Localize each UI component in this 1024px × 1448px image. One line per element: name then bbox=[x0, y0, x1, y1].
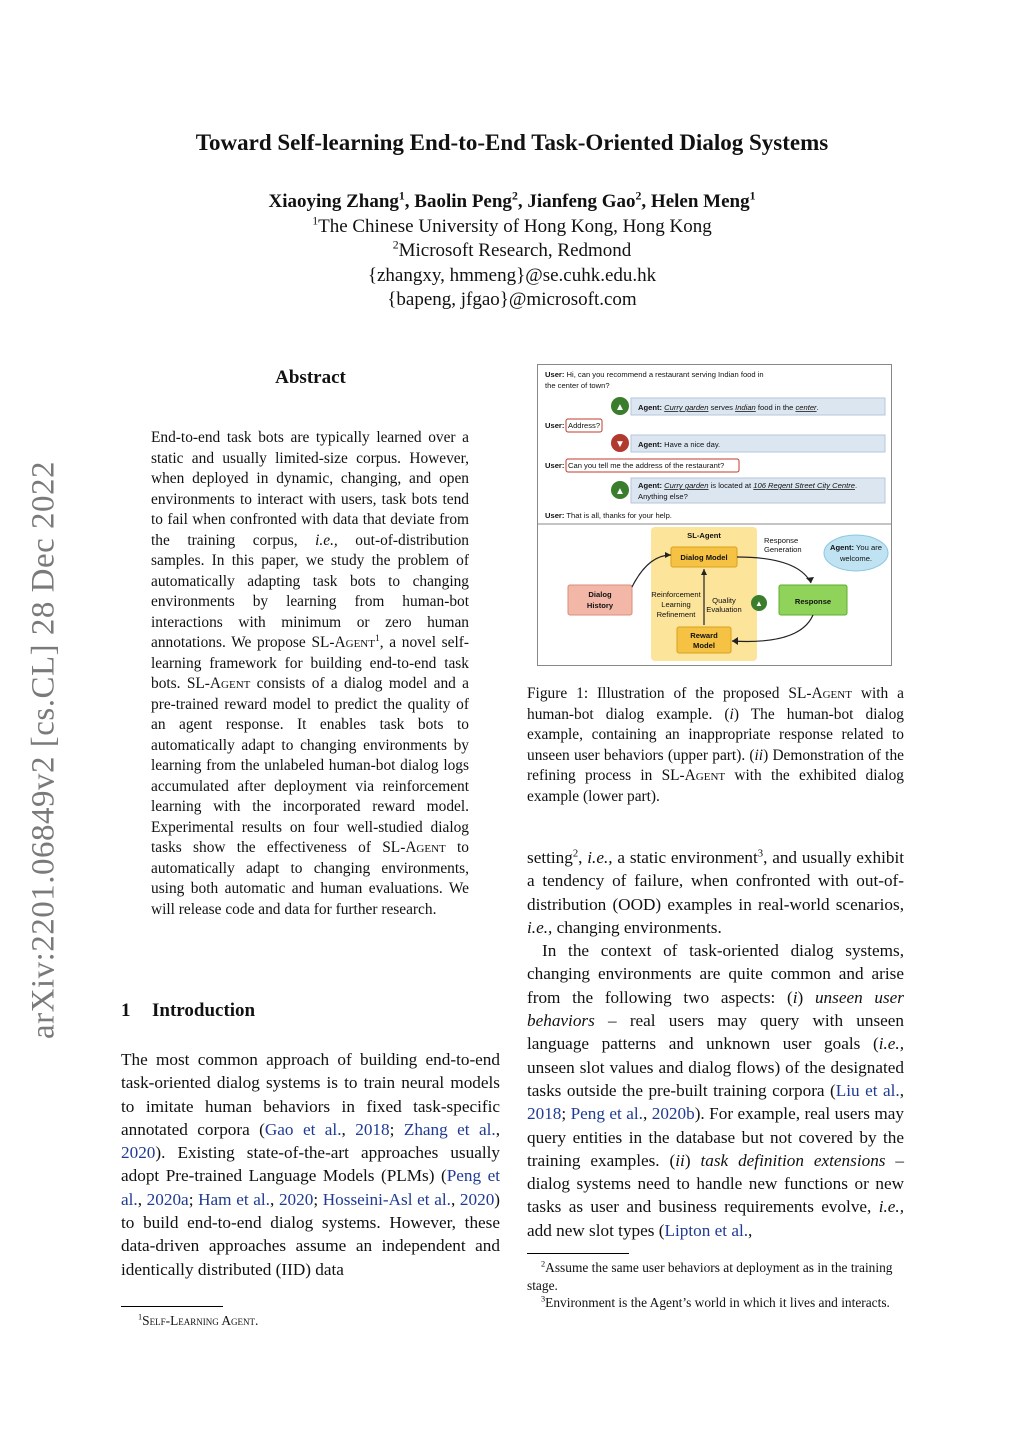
citation-link[interactable]: 2018 bbox=[527, 1104, 562, 1124]
user-turn-2: Address? bbox=[568, 421, 601, 430]
abstract-body: End-to-end task bots are typically learned over a static and usually limited-size corpus. However, when deployed in dynamic, changing, and open environments to interact with users, task bots tend to fail when confronted with data that deviate from the training corpus, i.e., out-of-distribution samples. In this paper, we study the problem of automatically adapting task bots to changing environments by learning from human-bot interactions with minimum or zero human annotations. We propose SL-Agent$^1$, a novel self-learning framework for building end-to-end task bots. SL-Agent consists of a dialog model and a pre-trained reward model to predict the quality of an agent response. It enables task bots to automatically adapt to changing environments by learning from the unlabeled human-bot dialog logs accumulated after deployment via reinforcement learning with the incorporated reward model. Experimental results on four well-studied dialog tasks show the effectiveness of SL-Agent to automatically adapt to changing environments, using both automatic and human evaluations. We will release code and data for further research. bbox=[151, 429, 470, 918]
agent-turn-2: Agent: Have a nice day. bbox=[638, 440, 721, 449]
right-column-text bbox=[527, 846, 904, 1242]
dialog-history-label-2: History bbox=[586, 601, 614, 610]
speech-bubble bbox=[824, 535, 888, 571]
dialog-model-label: Dialog Model bbox=[680, 553, 728, 562]
reward-model-label-1: Reward bbox=[690, 631, 718, 640]
footnote-3: $^3$Environment is the Agent’s world in which it lives and interacts. bbox=[541, 1294, 890, 1310]
footnote-rule bbox=[121, 1306, 223, 1307]
bubble-text-1: Agent: You are bbox=[830, 543, 882, 552]
paragraph-setting: setting$^2$, i.e., a static environment$^3$, and usually exhibit a tendency of failure, when confronted with out-of-distribution (OOD) examples in real-world scenarios, i.e., changing environments. bbox=[527, 848, 905, 937]
response-label: Response bbox=[794, 597, 832, 606]
author-names: Xiaoying Zhang$^1$, Baolin Peng$^2$, Jianfeng Gao$^2$, Helen Meng$^1$ bbox=[268, 189, 756, 212]
reward-model-label-2: Model bbox=[693, 641, 715, 650]
citation-link[interactable]: 2018 bbox=[355, 1119, 390, 1139]
footnotes-right bbox=[527, 1259, 904, 1312]
thumb-up-glyph: ▲ bbox=[615, 402, 625, 413]
citation-link[interactable]: 2020 bbox=[278, 1189, 314, 1209]
rl-label-2: Learning bbox=[661, 600, 691, 609]
figure-1-caption: Figure 1: Illustration of the proposed SL-Agent with a human-bot dialog example. (i) The human-bot dialog example, containing an inappropriate response related to unseen user behaviors (upper part). (ii) Demonstration of the refining process in SL-Agent with the exhibited dialog example (lower part). bbox=[527, 685, 905, 805]
abstract-heading: Abstract bbox=[275, 367, 346, 388]
author-name: Baolin Peng bbox=[414, 191, 512, 212]
figure-1 bbox=[537, 364, 892, 666]
affiliation-1: $^1$The Chinese University of Hong Kong, Hong Kong bbox=[312, 214, 712, 237]
response-generation-label-1: Response bbox=[764, 536, 799, 545]
user-turn-1-cont: the center of town? bbox=[545, 381, 610, 390]
user-label-3: User: bbox=[545, 461, 565, 470]
rl-label-1: Reinforcement bbox=[651, 590, 701, 599]
citation-link[interactable]: Peng et al. bbox=[121, 1166, 501, 1209]
thumb-up-glyph: ▲ bbox=[615, 486, 625, 497]
author-name: Xiaoying Zhang bbox=[268, 191, 399, 212]
thumb-up-glyph: ▲ bbox=[755, 599, 763, 608]
footnote-2: $^2$Assume the same user behaviors at deployment as in the training stage. bbox=[527, 1259, 893, 1293]
agent-turn-3-cont: Anything else? bbox=[638, 492, 688, 501]
rl-label-3: Refinement bbox=[656, 610, 696, 619]
response-generation-label-2: Generation bbox=[764, 545, 802, 554]
paper-title: Toward Self-learning End-to-End Task-Oriented Dialog Systems bbox=[195, 130, 829, 155]
footnote-rule bbox=[527, 1253, 629, 1254]
dialog-history-label-1: Dialog bbox=[588, 590, 612, 599]
user-turn-3: Can you tell me the address of the restaurant? bbox=[568, 461, 725, 470]
citation-link[interactable]: Gao et al. bbox=[264, 1119, 342, 1139]
author-name: Helen Meng bbox=[650, 191, 750, 212]
footnote-1: $^1$Self-Learning Agent. bbox=[138, 1312, 259, 1328]
author-name: Jianfeng Gao bbox=[527, 191, 636, 212]
figure-1-diagram bbox=[538, 365, 891, 665]
citation-link[interactable]: Ham et al. bbox=[198, 1189, 270, 1209]
user-turn-4: User: That is all, thanks for your help. bbox=[545, 511, 672, 520]
citation-link[interactable]: Hosseini-Asl et al. bbox=[322, 1189, 451, 1209]
intro-paragraph: The most common approach of building end-to-end task-oriented dialog systems is to train neural models to imitate human behaviors in fixed task-specific annotated corpora (Gao et al., 2018; Zhang et al., 2020). Existing state-of-the-art approaches usually adopt Pre-trained Language Models (PLMs) (Peng et al., 2020a; Ham et al., 2020; Hosseini-Asl et al., 2020) to build end-to-end dialog systems. However, these data-driven approaches assume an independent and identically distributed (IID) data bbox=[121, 1050, 501, 1279]
sl-agent-label: SL-Agent bbox=[687, 531, 721, 540]
qe-label-1: Quality bbox=[712, 596, 736, 605]
agent-turn-1: Agent: Curry garden serves Indian food in the center. bbox=[638, 403, 819, 412]
section-heading-introduction: 1 Introduction bbox=[121, 1000, 256, 1021]
arxiv-sidebar bbox=[22, 445, 66, 1055]
citation-link[interactable]: Zhang et al. bbox=[403, 1119, 496, 1139]
citation-link[interactable]: 2020b bbox=[651, 1104, 695, 1124]
email-1[interactable]: {zhangxy, hmmeng}@se.cuhk.edu.hk bbox=[367, 264, 657, 286]
user-label-2: User: bbox=[545, 421, 565, 430]
citation-link[interactable]: Lipton et al. bbox=[664, 1220, 749, 1240]
paragraph-changing-environments: In the context of task-oriented dialog systems, changing environments are quite common and arise from the following two aspects: (i) unseen user behaviors – real users may query with unseen language patterns and unknown user goals (i.e., unseen slot values and dialog flows) of the designated tasks outside the pre-built training corpora (Liu et al., 2018; Peng et al., 2020b). For example, real users may query entities in the database but not covered by the training examples. (ii) task definition extensions – dialog systems need to handle new functions or new tasks as user and business requirements evolve, i.e., add new slot types (Lipton et al., bbox=[527, 941, 905, 1240]
citation-link[interactable]: Peng et al. bbox=[570, 1104, 643, 1124]
email-2[interactable]: {bapeng, jfgao}@microsoft.com bbox=[387, 289, 637, 310]
citation-link[interactable]: Liu et al. bbox=[835, 1080, 900, 1100]
affiliation-2: $^2$Microsoft Research, Redmond bbox=[392, 238, 632, 261]
citation-link[interactable]: 2020a bbox=[146, 1189, 189, 1209]
bubble-text-2: welcome. bbox=[839, 554, 873, 563]
user-turn-1: User: Hi, can you recommend a restaurant serving Indian food in bbox=[545, 370, 764, 379]
agent-turn-3: Agent: Curry garden is located at 106 Regent Street City Centre. bbox=[638, 481, 858, 490]
arxiv-identifier: arXiv:2201.06849v2 [cs.CL] 28 Dec 2022 bbox=[25, 460, 62, 1040]
thumb-down-glyph: ▼ bbox=[615, 439, 625, 450]
citation-link[interactable]: 2020 bbox=[459, 1189, 495, 1209]
citation-link[interactable]: 2020 bbox=[121, 1143, 156, 1163]
qe-label-2: Evaluation bbox=[706, 605, 742, 614]
author-block bbox=[0, 190, 1024, 313]
